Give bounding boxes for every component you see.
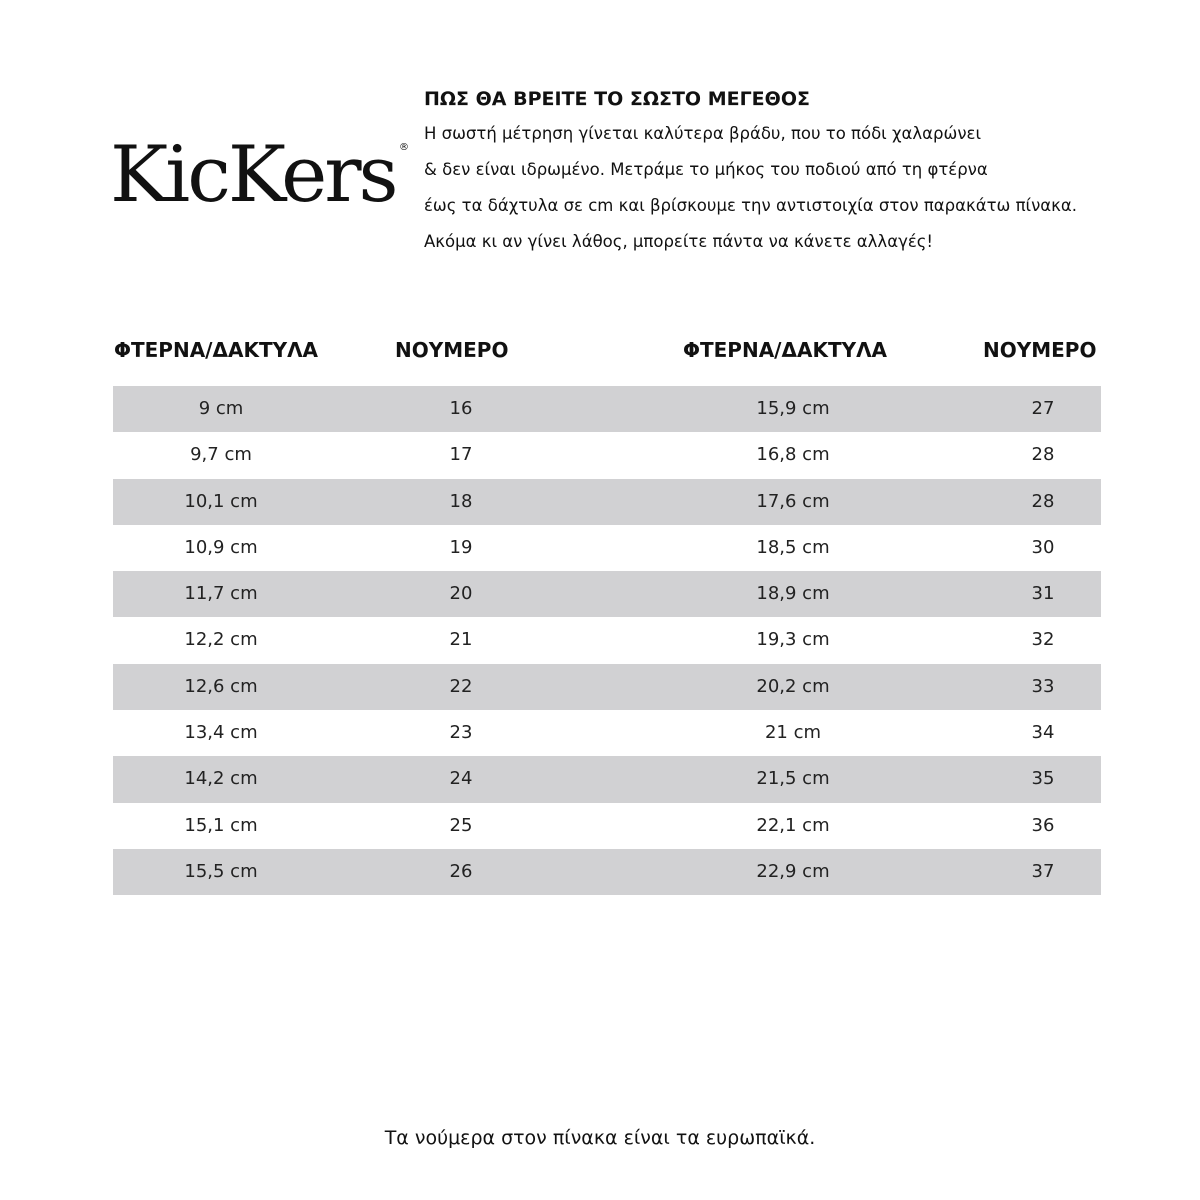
size-cell: 32	[1031, 629, 1055, 651]
heel-toe-cm-cell: 13,4 cm	[184, 722, 258, 744]
size-table	[113, 386, 1101, 895]
heel-toe-cm-cell: 12,2 cm	[184, 629, 258, 651]
table-row	[113, 710, 1101, 756]
heel-toe-cm-cell: 11,7 cm	[184, 583, 258, 605]
heel-toe-cm-cell: 17,6 cm	[756, 490, 830, 512]
table-row	[113, 571, 1101, 617]
heel-toe-cm-cell: 15,1 cm	[184, 814, 258, 836]
heel-toe-cm-cell: 21,5 cm	[756, 768, 830, 790]
heel-toe-cm-cell: 15,9 cm	[756, 398, 830, 419]
intro-title: ΠΩΣ ΘΑ ΒΡΕΙΤΕ ΤΟ ΣΩΣΤΟ ΜΕΓΕΘΟΣ	[424, 88, 810, 110]
table-row	[113, 849, 1101, 895]
size-cell: 28	[1031, 444, 1055, 466]
table-row	[113, 525, 1101, 571]
kickers-logo	[110, 128, 410, 223]
heel-toe-cm-cell: 15,5 cm	[184, 860, 258, 882]
size-cell: 31	[1031, 583, 1055, 605]
intro-line: Η σωστή μέτρηση γίνεται καλύτερα βράδυ, που το πόδι χαλαρώνει	[424, 124, 982, 143]
table-row	[113, 617, 1101, 663]
table-row	[113, 386, 1101, 432]
size-cell: 24	[449, 768, 473, 790]
size-cell: 25	[449, 814, 473, 836]
table-row	[113, 479, 1101, 525]
size-cell: 33	[1031, 675, 1055, 697]
registered-mark: ®	[399, 142, 409, 153]
size-cell: 20	[449, 583, 473, 605]
heel-toe-cm-cell: 14,2 cm	[184, 768, 258, 790]
size-cell: 19	[449, 536, 473, 558]
table-row	[113, 664, 1101, 710]
heel-toe-cm-cell: 9,7 cm	[190, 444, 252, 466]
size-cell: 17	[449, 444, 473, 466]
heel-toe-cm-cell: 22,9 cm	[756, 860, 830, 882]
size-cell: 30	[1031, 536, 1055, 558]
size-cell: 21	[449, 629, 473, 651]
size-cell: 37	[1031, 860, 1055, 882]
header-heel-toe-left: ΦΤΕΡΝΑ/ΔΑΚΤΥΛΑ	[114, 338, 319, 362]
heel-toe-cm-cell: 21 cm	[764, 722, 822, 744]
logo-wordmark: KicKers	[110, 130, 396, 220]
heel-toe-cm-cell: 20,2 cm	[756, 675, 830, 697]
intro-line: έως τα δάχτυλα σε cm και βρίσκουμε την αντιστοιχία στον παρακάτω πίνακα.	[424, 196, 1078, 215]
heel-toe-cm-cell: 10,1 cm	[184, 490, 258, 512]
heel-toe-cm-cell: 12,6 cm	[184, 675, 258, 697]
size-cell: 22	[449, 675, 473, 697]
header-heel-toe-right: ΦΤΕΡΝΑ/ΔΑΚΤΥΛΑ	[683, 338, 888, 362]
header-size-right: ΝΟΥΜΕΡΟ	[983, 338, 1097, 362]
heel-toe-cm-cell: 22,1 cm	[756, 814, 830, 836]
size-cell: 26	[449, 860, 473, 882]
european-sizes-note: Τα νούμερα στον πίνακα είναι τα ευρωπαϊκά.	[384, 1127, 816, 1149]
table-row	[113, 803, 1101, 849]
heel-toe-cm-cell: 18,9 cm	[756, 583, 830, 605]
size-cell: 18	[449, 490, 473, 512]
table-row	[113, 756, 1101, 802]
size-guide-intro	[424, 86, 1144, 260]
size-cell: 28	[1031, 490, 1055, 512]
size-cell: 35	[1031, 768, 1055, 790]
heel-toe-cm-cell: 19,3 cm	[756, 629, 830, 651]
size-cell: 23	[449, 722, 473, 744]
heel-toe-cm-cell: 10,9 cm	[184, 536, 258, 558]
size-cell: 34	[1031, 722, 1055, 744]
size-cell: 27	[1031, 398, 1055, 419]
heel-toe-cm-cell: 9 cm	[198, 398, 244, 419]
intro-line: Ακόμα κι αν γίνει λάθος, μπορείτε πάντα να κάνετε αλλαγές!	[424, 232, 934, 251]
intro-line: & δεν είναι ιδρωμένο. Μετράμε το μήκος του ποδιού από τη φτέρνα	[424, 160, 988, 179]
header-size-left: ΝΟΥΜΕΡΟ	[395, 338, 509, 362]
size-cell: 36	[1031, 814, 1055, 836]
heel-toe-cm-cell: 16,8 cm	[756, 444, 830, 466]
size-cell: 16	[449, 398, 473, 419]
table-row	[113, 432, 1101, 478]
heel-toe-cm-cell: 18,5 cm	[756, 536, 830, 558]
